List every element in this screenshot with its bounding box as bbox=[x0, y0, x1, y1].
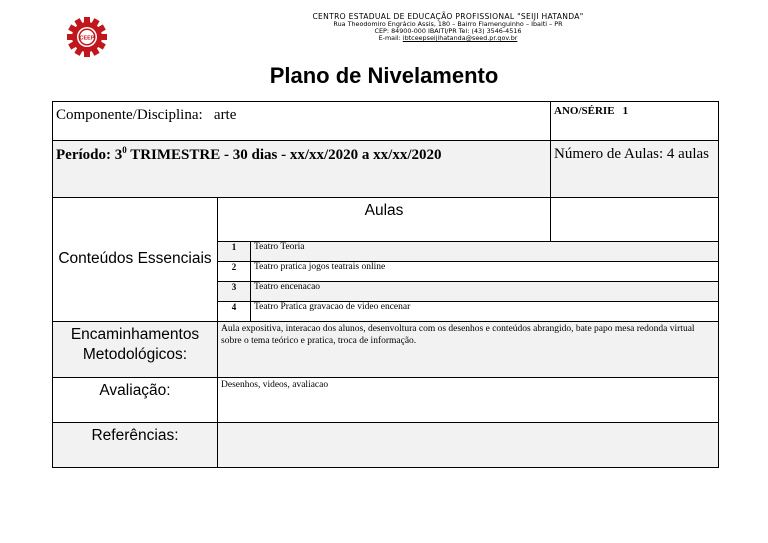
periodo-rest: TRIMESTRE - 30 dias - xx/xx/2020 a xx/xx/2020 bbox=[126, 147, 442, 163]
periodo-label: Período: 3 bbox=[56, 147, 123, 163]
school-name: CENTRO ESTADUAL DE EDUCAÇÃO PROFISSIONAL "SEIJI HATANDA" bbox=[312, 12, 584, 21]
aula-number: 1 bbox=[218, 242, 251, 262]
ano-serie-cell bbox=[551, 102, 719, 141]
logo-text: CEEP bbox=[79, 35, 95, 42]
school-header bbox=[236, 13, 660, 42]
ano-label: ANO/SÉRIE bbox=[554, 105, 615, 117]
periodo-sup: 0 bbox=[122, 145, 127, 155]
school-logo bbox=[60, 14, 114, 60]
periodo-cell bbox=[53, 141, 551, 198]
aula-text: Teatro encenacao bbox=[251, 282, 719, 302]
school-cep: CEP: 84900-000 IBAITI/PR Tel: (43) 3546-4516 bbox=[374, 27, 522, 36]
page-title: Plano de Nivelamento bbox=[269, 63, 499, 88]
school-email-line bbox=[236, 35, 660, 42]
componente-value: arte bbox=[213, 107, 237, 123]
email-label: E-mail: bbox=[378, 34, 403, 43]
plan-table bbox=[52, 101, 719, 468]
avaliacao-text: Desenhos, videos, avaliacao bbox=[218, 378, 719, 423]
componente-label: Componente/Disciplina: bbox=[56, 107, 203, 123]
conteudos-label: Conteúdos Essenciais bbox=[53, 198, 218, 322]
aula-number: 3 bbox=[218, 282, 251, 302]
aulas-header: Aulas bbox=[218, 198, 551, 242]
aula-text: Teatro pratica jogos teatrais online bbox=[251, 262, 719, 282]
ano-value: 1 bbox=[622, 105, 629, 117]
aula-number: 2 bbox=[218, 262, 251, 282]
encaminhamentos-text: Aula expositiva, interacao dos alunos, desenvoltura com os desenhos e conteúdos abrangido, bate papo mesa redonda virtual sobre o tema teórico e pratica, troca de informação. bbox=[218, 322, 719, 378]
encaminhamentos-label: Encaminhamentos Metodológicos: bbox=[53, 322, 218, 378]
aulas-blank-cell bbox=[551, 198, 719, 242]
numero-aulas-cell: Número de Aulas: 4 aulas bbox=[551, 141, 719, 198]
aula-number: 4 bbox=[218, 302, 251, 322]
referencias-text bbox=[218, 423, 719, 468]
aula-text: Teatro Pratica gravacao de video encenar bbox=[251, 302, 719, 322]
referencias-label: Referências: bbox=[53, 423, 218, 468]
aula-text: Teatro Teoria bbox=[251, 242, 719, 262]
email-link[interactable]: ibtceepseijihatanda@seed.pr.gov.br bbox=[402, 34, 518, 43]
avaliacao-label: Avaliação: bbox=[53, 378, 218, 423]
school-address: Rua Theodomiro Engrácio Assis, 180 – Bairro Flamenguinho – Ibaiti – PR bbox=[333, 20, 563, 29]
componente-cell bbox=[53, 102, 551, 141]
